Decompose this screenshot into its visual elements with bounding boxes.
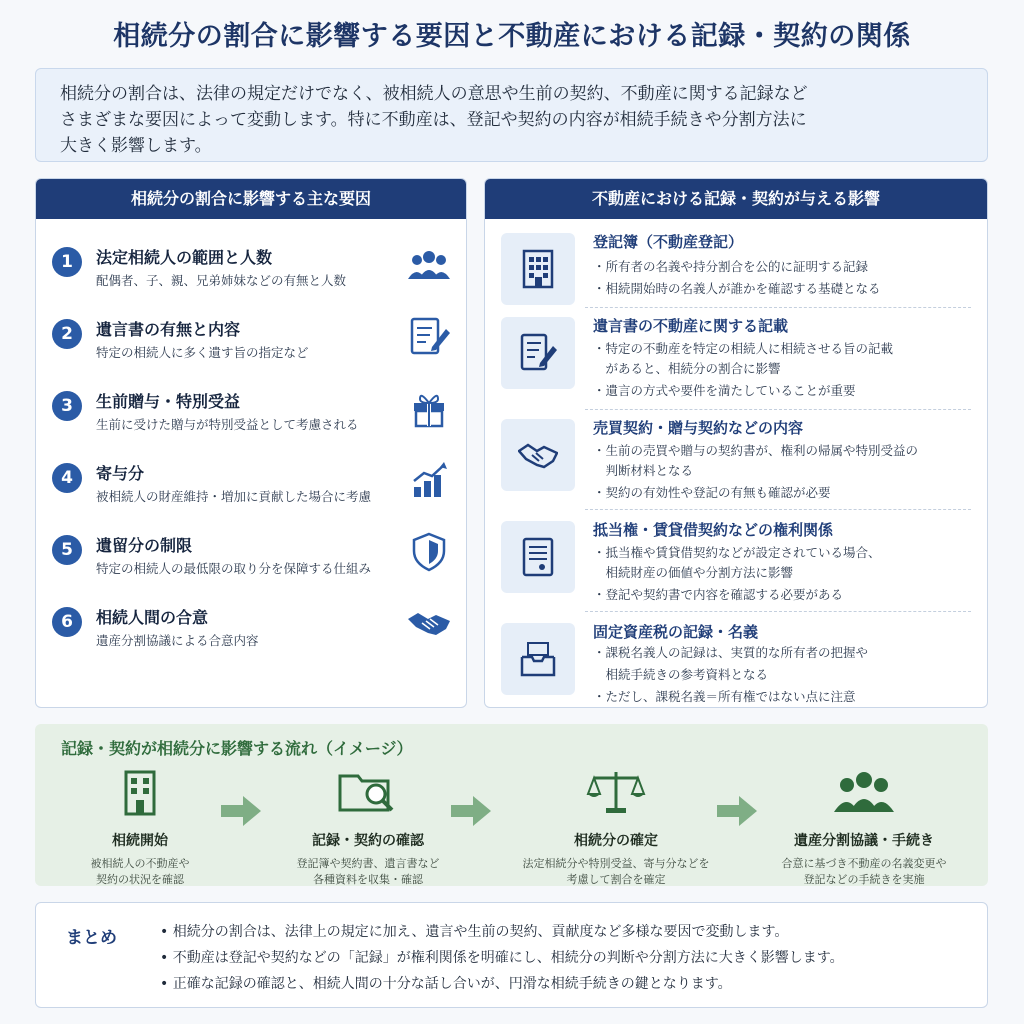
flow-step-desc: 各種資料を収集・確認 xyxy=(313,873,423,886)
flow-step-desc: 考慮して割合を確定 xyxy=(566,873,666,886)
factor-title: 法定相続人の範囲と人数 xyxy=(96,248,273,267)
flow-title: 記録・契約が相続分に影響する流れ（イメージ） xyxy=(61,739,413,758)
arrow-right-icon xyxy=(717,794,757,828)
factors-panel-header: 相続分の割合に影響する主な要因 xyxy=(36,179,466,219)
building-icon xyxy=(501,233,575,305)
factor-item xyxy=(36,457,466,529)
summary-box xyxy=(35,902,988,1008)
record-item xyxy=(485,615,987,708)
divider xyxy=(585,509,971,510)
summary-label: まとめ xyxy=(66,928,117,948)
arrow-right-icon xyxy=(221,794,261,828)
flow-step xyxy=(511,768,721,888)
record-line: 相続手続きの参考資料となる xyxy=(593,667,769,682)
record-line: 相続財産の価値や分割方法に影響 xyxy=(593,565,794,580)
document-edit-icon xyxy=(406,315,452,357)
summary-item: • 不動産は登記や契約などの「記録」が権利関係を明確にし、相続分の判断や分割方法に大きく影響します。 xyxy=(160,950,844,966)
factor-item xyxy=(36,313,466,385)
record-line: ・抵当権や賃貸借契約などが設定されている場合、 xyxy=(593,545,881,560)
handshake-icon xyxy=(406,603,452,645)
factor-desc: 特定の相続人に多く遺す旨の指定など xyxy=(96,345,309,360)
shield-icon xyxy=(406,531,452,573)
folder-search-icon xyxy=(263,768,473,818)
record-line: ・ただし、課税名義＝所有権ではない点に注意 xyxy=(593,689,856,704)
factor-title: 生前贈与・特別受益 xyxy=(96,392,241,411)
record-title: 遺言書の不動産に関する記載 xyxy=(593,317,789,335)
people-icon xyxy=(406,243,452,285)
record-line: ・所有者の名義や持分割合を公的に証明する記録 xyxy=(593,259,869,274)
flow-step-desc: 法定相続分や特別受益、寄与分などを xyxy=(522,857,710,870)
flow-step-title: 相続分の確定 xyxy=(574,833,658,849)
factor-number: 5 xyxy=(52,535,82,565)
handshake-icon xyxy=(501,419,575,491)
intro-line: さまざまな要因によって変動します。特に不動産は、登記や契約の内容が相続手続きや分割方法に xyxy=(60,110,807,130)
record-line: 判断材料となる xyxy=(593,463,694,478)
factor-item xyxy=(36,385,466,457)
arrow-right-icon xyxy=(451,794,491,828)
factor-item xyxy=(36,241,466,313)
record-line: ・特定の不動産を特定の相続人に相続させる旨の記載 xyxy=(593,341,894,356)
people-icon xyxy=(759,768,969,818)
records-panel xyxy=(484,178,988,708)
record-line: ・課税名義人の記録は、実質的な所有者の把握や xyxy=(593,645,869,660)
intro-box xyxy=(35,68,988,162)
record-line: ・登記や契約書で内容を確認する必要がある xyxy=(593,587,844,602)
flow-step-title: 記録・契約の確認 xyxy=(312,833,424,849)
flow-step-title: 遺産分割協議・手続き xyxy=(794,833,934,849)
flow-step-desc: 登記などの手続きを実施 xyxy=(803,873,925,886)
factor-number: 6 xyxy=(52,607,82,637)
factor-desc: 特定の相続人の最低限の取り分を保障する仕組み xyxy=(96,561,372,576)
flow-step-desc: 契約の状況を確認 xyxy=(96,873,184,886)
record-title: 抵当権・賃貸借契約などの権利関係 xyxy=(593,521,834,539)
growth-chart-icon xyxy=(406,459,452,501)
record-line: ・生前の売買や贈与の契約書が、権利の帰属や特別受益の xyxy=(593,443,919,458)
records-panel-header: 不動産における記録・契約が与える影響 xyxy=(485,179,987,219)
factor-number: 2 xyxy=(52,319,82,349)
flow-step xyxy=(263,768,473,888)
record-item xyxy=(485,513,987,613)
building-icon xyxy=(35,768,245,818)
document-edit-icon xyxy=(501,317,575,389)
page-title: 相続分の割合に影響する要因と不動産における記録・契約の関係 xyxy=(113,21,911,52)
factor-number: 3 xyxy=(52,391,82,421)
factor-desc: 生前に受けた贈与が特別受益として考慮される xyxy=(96,417,359,432)
factor-item xyxy=(36,601,466,673)
factor-desc: 被相続人の財産維持・増加に貢献した場合に考慮 xyxy=(96,489,372,504)
record-title: 固定資産税の記録・名義 xyxy=(593,623,759,641)
record-line: があると、相続分の割合に影響 xyxy=(593,361,781,376)
record-title: 売買契約・贈与契約などの内容 xyxy=(593,419,804,437)
factor-item xyxy=(36,529,466,601)
divider xyxy=(585,307,971,308)
divider xyxy=(585,611,971,612)
flow-step-title: 相続開始 xyxy=(112,833,168,849)
factor-desc: 配偶者、子、親、兄弟姉妹などの有無と人数 xyxy=(96,273,347,288)
record-item xyxy=(485,309,987,409)
scales-icon xyxy=(511,768,721,818)
record-item xyxy=(485,411,987,511)
factor-title: 遺言書の有無と内容 xyxy=(96,320,241,339)
record-line: ・契約の有効性や登記の有無も確認が必要 xyxy=(593,485,831,500)
intro-line: 大きく影響します。 xyxy=(60,136,212,156)
summary-item: • 正確な記録の確認と、相続人間の十分な話し合いが、円滑な相続手続きの鍵となります。 xyxy=(160,976,732,992)
record-line: ・相続開始時の名義人が誰かを確認する基礎となる xyxy=(593,281,881,296)
summary-item: • 相続分の割合は、法律上の規定に加え、遺言や生前の契約、貢献度など多様な要因で変動します。 xyxy=(160,924,789,940)
gift-icon xyxy=(406,387,452,429)
factor-number: 1 xyxy=(52,247,82,277)
record-line: ・遺言の方式や要件を満たしていることが重要 xyxy=(593,383,856,398)
contract-icon xyxy=(501,521,575,593)
flow-step xyxy=(35,768,245,888)
flow-step-desc: 登記簿や契約書、遺言書など xyxy=(296,857,440,870)
flow-step xyxy=(759,768,969,888)
factor-title: 寄与分 xyxy=(96,464,145,483)
factor-desc: 遺産分割協議による合意内容 xyxy=(96,633,259,648)
factor-title: 遺留分の制限 xyxy=(96,536,193,555)
factor-title: 相続人間の合意 xyxy=(96,608,209,627)
record-title: 登記簿（不動産登記） xyxy=(593,233,744,251)
divider xyxy=(585,409,971,410)
flow-step-desc: 合意に基づき不動産の名義変更や xyxy=(781,857,947,870)
flow-step-desc: 被相続人の不動産や xyxy=(90,857,190,870)
file-tray-icon xyxy=(501,623,575,695)
flow-section xyxy=(35,724,988,886)
factor-number: 4 xyxy=(52,463,82,493)
factors-panel xyxy=(35,178,467,708)
intro-line: 相続分の割合は、法律の規定だけでなく、被相続人の意思や生前の契約、不動産に関する記録など xyxy=(60,84,808,104)
